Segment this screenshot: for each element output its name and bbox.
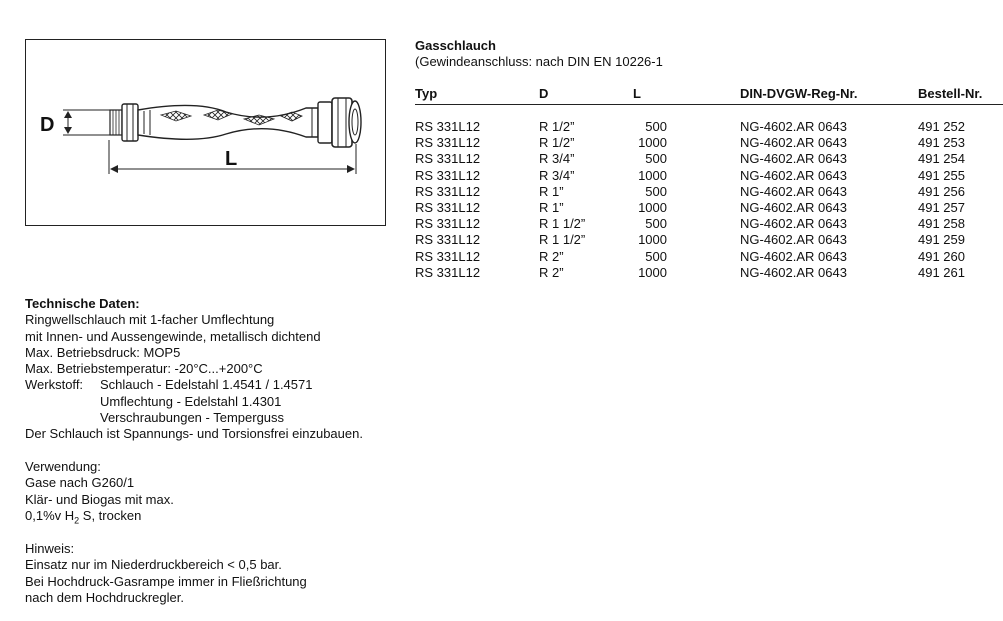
cell-l: 1000 bbox=[638, 167, 667, 183]
cell-l: 1000 bbox=[638, 232, 667, 248]
cell-d: R 2” bbox=[539, 248, 564, 264]
tech-heading: Technische Daten: bbox=[25, 296, 140, 311]
cell-reg: NG-4602.AR 0643 bbox=[740, 167, 847, 183]
table-row bbox=[415, 216, 1003, 232]
tech-line: Der Schlauch ist Spannungs- und Torsionsfrei einzubauen. bbox=[25, 426, 363, 442]
header-reg: DIN-DVGW-Reg-Nr. bbox=[740, 86, 858, 101]
cell-typ: RS 331L12 bbox=[415, 135, 481, 151]
cell-d: R 3/4” bbox=[539, 167, 575, 183]
cell-l: 500 bbox=[645, 216, 667, 232]
material-label: Werkstoff: bbox=[25, 377, 84, 393]
cell-reg: NG-4602.AR 0643 bbox=[740, 119, 847, 134]
table-body bbox=[415, 105, 1003, 281]
cell-bestell: 491 253 bbox=[918, 135, 965, 151]
material-line: Umflechtung - Edelstahl 1.4301 bbox=[100, 393, 282, 409]
cell-bestell: 491 259 bbox=[918, 232, 965, 248]
cell-typ: RS 331L12 bbox=[415, 151, 481, 167]
cell-reg: NG-4602.AR 0643 bbox=[740, 248, 847, 264]
note-section bbox=[25, 541, 307, 606]
table-row bbox=[415, 135, 1003, 151]
cell-typ: RS 331L12 bbox=[415, 216, 481, 232]
cell-typ: RS 331L12 bbox=[415, 183, 481, 199]
table-row bbox=[415, 200, 1003, 216]
cell-bestell: 491 260 bbox=[918, 248, 965, 264]
hose-drawing bbox=[25, 39, 386, 226]
material-row bbox=[25, 377, 363, 393]
cell-typ: RS 331L12 bbox=[415, 199, 481, 215]
product-title: Gasschlauch bbox=[415, 38, 496, 53]
cell-reg: NG-4602.AR 0643 bbox=[740, 151, 847, 167]
cell-l: 1000 bbox=[638, 199, 667, 215]
right-fitting bbox=[318, 98, 361, 147]
cell-l: 1000 bbox=[638, 264, 667, 280]
note-line: nach dem Hochdruckregler. bbox=[25, 589, 184, 605]
dim-d-label: D bbox=[40, 114, 55, 136]
tech-line: Ringwellschlauch mit 1-facher Umflechtung bbox=[25, 312, 275, 328]
cell-reg: NG-4602.AR 0643 bbox=[740, 264, 847, 280]
cell-typ: RS 331L12 bbox=[415, 264, 481, 280]
cell-bestell: 491 255 bbox=[918, 167, 965, 183]
dim-l-label: L bbox=[225, 148, 238, 170]
cell-l: 500 bbox=[645, 183, 667, 199]
cell-d: R 3/4” bbox=[539, 151, 575, 167]
hose-body bbox=[138, 105, 318, 139]
cell-bestell: 491 258 bbox=[918, 216, 965, 232]
cell-typ: RS 331L12 bbox=[415, 248, 481, 264]
usage-subscript: 2 bbox=[74, 515, 80, 526]
cell-d: R 1” bbox=[539, 183, 564, 199]
table-row bbox=[415, 184, 1003, 200]
cell-d: R 1/2” bbox=[539, 119, 575, 134]
cell-bestell: 491 256 bbox=[918, 183, 965, 199]
cell-reg: NG-4602.AR 0643 bbox=[740, 199, 847, 215]
material-line: Schlauch - Edelstahl 1.4541 / 1.4571 bbox=[100, 377, 313, 393]
cell-l: 500 bbox=[645, 119, 667, 134]
table-row bbox=[415, 168, 1003, 184]
note-line: Einsatz nur im Niederdruckbereich < 0,5 bar. bbox=[25, 557, 282, 573]
cell-d: R 1” bbox=[539, 199, 564, 215]
left-fitting bbox=[110, 104, 138, 141]
usage-text: S, trocken bbox=[79, 507, 142, 523]
cell-typ: RS 331L12 bbox=[415, 232, 481, 248]
table-header bbox=[415, 86, 1003, 105]
table-row bbox=[415, 249, 1003, 265]
table-row bbox=[415, 119, 1003, 135]
cell-bestell: 491 252 bbox=[918, 119, 965, 134]
table-row bbox=[415, 265, 1003, 281]
cell-d: R 1/2” bbox=[539, 135, 575, 151]
header-d: D bbox=[539, 86, 549, 101]
tech-line: Max. Betriebsdruck: MOP5 bbox=[25, 344, 181, 360]
cell-bestell: 491 257 bbox=[918, 199, 965, 215]
cell-bestell: 491 254 bbox=[918, 151, 965, 167]
cell-l: 500 bbox=[645, 248, 667, 264]
cell-typ: RS 331L12 bbox=[415, 119, 481, 134]
material-line: Verschraubungen - Temperguss bbox=[100, 410, 285, 426]
tech-line: mit Innen- und Aussengewinde, metallisch dichtend bbox=[25, 328, 321, 344]
header-l: L bbox=[633, 86, 641, 101]
usage-line: Gase nach G260/1 bbox=[25, 475, 135, 491]
cell-bestell: 491 261 bbox=[918, 264, 965, 280]
product-subtitle: (Gewindeanschluss: nach DIN EN 10226-1 bbox=[415, 54, 663, 69]
cell-d: R 1 1/2” bbox=[539, 216, 586, 232]
table-row bbox=[415, 151, 1003, 167]
usage-heading: Verwendung: bbox=[25, 459, 101, 474]
note-line: Bei Hochdruck-Gasrampe immer in Fließrichtung bbox=[25, 573, 307, 589]
tech-line: Max. Betriebstemperatur: -20°C...+200°C bbox=[25, 361, 263, 377]
hose-illustration bbox=[26, 40, 387, 227]
usage-line: Klär- und Biogas mit max. bbox=[25, 491, 174, 507]
cell-typ: RS 331L12 bbox=[415, 167, 481, 183]
cell-d: R 2” bbox=[539, 264, 564, 280]
cell-reg: NG-4602.AR 0643 bbox=[740, 135, 847, 151]
spec-table bbox=[415, 86, 1003, 281]
cell-l: 1000 bbox=[638, 135, 667, 151]
usage-text: 0,1%v H bbox=[25, 507, 75, 523]
usage-line bbox=[25, 508, 174, 524]
technical-data bbox=[25, 296, 363, 443]
cell-reg: NG-4602.AR 0643 bbox=[740, 183, 847, 199]
header-bestell: Bestell-Nr. bbox=[918, 86, 983, 101]
header-typ: Typ bbox=[415, 86, 438, 101]
cell-reg: NG-4602.AR 0643 bbox=[740, 232, 847, 248]
table-row bbox=[415, 232, 1003, 248]
usage-section bbox=[25, 459, 174, 524]
cell-l: 500 bbox=[645, 151, 667, 167]
note-heading: Hinweis: bbox=[25, 541, 75, 556]
cell-reg: NG-4602.AR 0643 bbox=[740, 216, 847, 232]
dimension-l bbox=[109, 140, 356, 174]
cell-d: R 1 1/2” bbox=[539, 232, 586, 248]
